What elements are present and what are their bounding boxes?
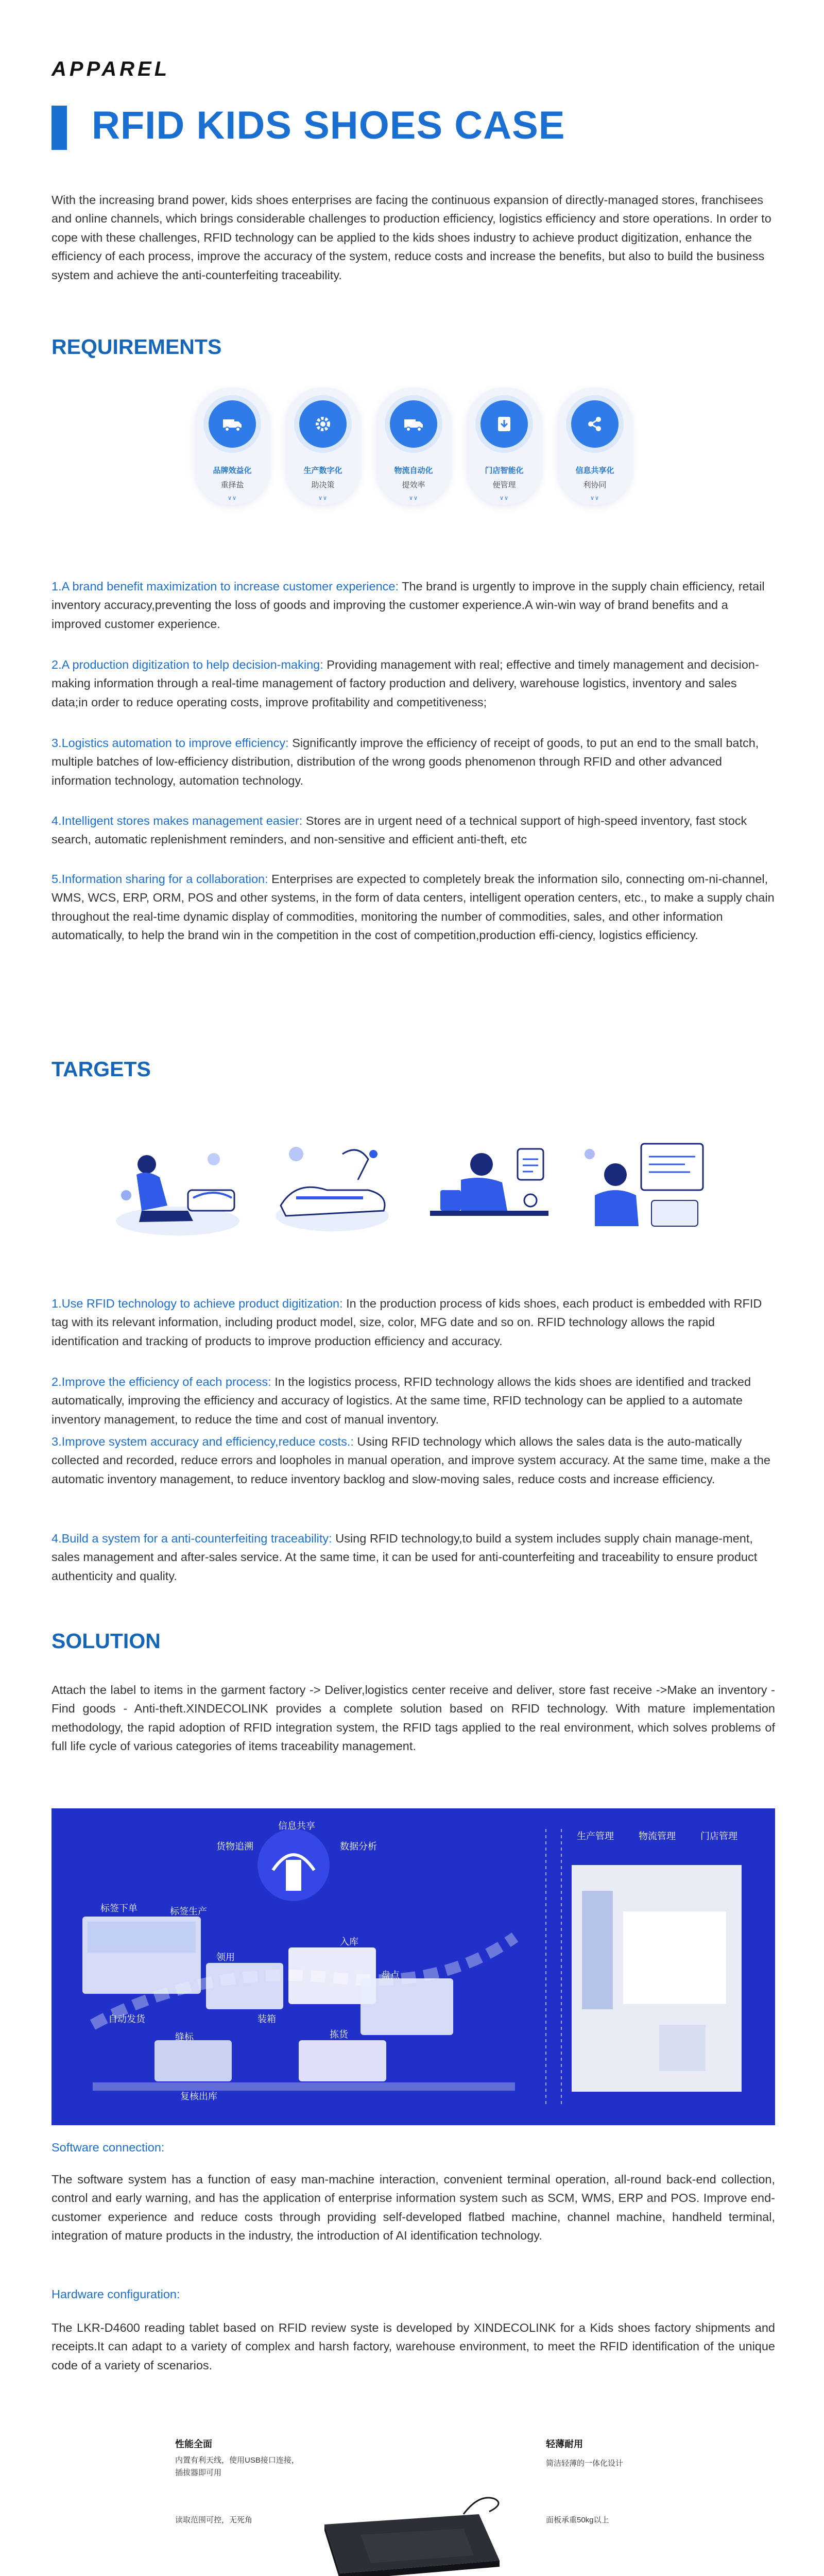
feature-note: 插拔器即可用: [175, 2468, 222, 2477]
requirement-item: [52, 655, 775, 711]
requirement-lead: 2.A production digitization to help decision-making:: [52, 658, 323, 671]
flow-label: 自动发货: [108, 2014, 145, 2024]
targets-illustrations: [111, 1133, 713, 1242]
chevron-down-icon: ∨∨: [590, 495, 600, 501]
requirement-text: Stores are in urgent need of a technical support of high-speed inventory, fast stock search, automatic replenishment reminders, and non-sensitive and efficient anti-theft, etc: [52, 814, 747, 846]
requirement-title: 信息共享化: [575, 466, 614, 475]
feature-heading-left: 性能全面: [175, 2439, 212, 2449]
worker-illustration: [111, 1133, 245, 1242]
requirement-subtitle: 重择盐: [220, 481, 244, 489]
target-text: In the production process of kids shoes, each product is embedded with RFID tag with its relevant information, including product model, size, color, MFG date and so on. RFID technology allows the rapid identification and tracking of products to improve production efficiency and accuracy.: [52, 1297, 762, 1348]
shoe-illustration: [265, 1133, 399, 1242]
flow-label: 盘点: [381, 1970, 400, 1980]
target-lead: 2.Improve the efficiency of each process:: [52, 1375, 271, 1388]
requirement-item: [52, 734, 775, 790]
software-label: Software connection:: [52, 2141, 165, 2154]
requirement-card: [557, 387, 632, 505]
requirement-item: [52, 811, 775, 849]
target-text: Using RFID technology which allows the sales data is the auto-matically collected and recorded, reduce errors and loopholes in manual operation, and improve system accuracy. At the same time, make a the automatic inventory management, to reduce inventory backlog and slow-moving sales, reduce costs and increase efficiency.: [52, 1435, 770, 1486]
flow-label: 门店管理: [700, 1831, 737, 1841]
requirement-text: Providing management with real; effective and timely management and decision-making information through a real-time management of factory production and delivery, warehouse logistics, inventory and sales data;in order to reduce operating costs, improve profitability and competitiveness;: [52, 658, 759, 709]
flow-label: 拣货: [330, 2029, 348, 2040]
requirement-lead: 5.Information sharing for a collaboration:: [52, 872, 268, 886]
requirement-lead: 1.A brand benefit maximization to increase customer experience:: [52, 580, 399, 593]
title-accent-bar: [52, 106, 67, 150]
feature-note: 内置有利天线，使用USB接口连接，: [175, 2456, 299, 2465]
requirement-text: Significantly improve the efficiency of receipt of goods, to put an end to the small batch, multiple batches of low-efficiency distribution, distribution of the wrong goods phenomenon through RFID and other advanced information technology, automation technology.: [52, 736, 759, 787]
product-feature-panel: [175, 2437, 654, 2576]
flow-label: 生产管理: [577, 1831, 614, 1841]
feature-note: 面板承重50kg以上: [546, 2516, 609, 2524]
requirements-heading: REQUIREMENTS: [52, 335, 222, 359]
requirement-card: [376, 387, 451, 505]
target-item: [52, 1372, 775, 1429]
reading-tablet-image: [309, 2483, 510, 2576]
flow-diagram-graphic: [52, 1808, 775, 2125]
target-lead: 3.Improve system accuracy and efficiency,reduce costs.:: [52, 1435, 354, 1448]
solution-heading: SOLUTION: [52, 1629, 161, 1653]
requirement-subtitle: 助决策: [311, 481, 335, 489]
gear-icon: [299, 400, 347, 448]
requirement-item: [52, 870, 775, 945]
requirement-title: 生产数字化: [303, 466, 342, 475]
share-icon: [571, 400, 619, 448]
chevron-down-icon: ∨∨: [318, 495, 328, 501]
requirement-text: Enterprises are expected to completely break the information silo, connecting om-ni-channel, WMS, WCS, ERP, ORM, POS and other systems, in the form of data centers, intelligent operation centers, etc., to make a supply chain throughout the real-time dynamic display of commodities, monitoring the number of commodities, sales, and other information automatically, to help the brand win in the competition in the cost of competition,production effi-ciency, logistics efficiency.: [52, 872, 775, 942]
requirement-title: 门店智能化: [485, 466, 524, 475]
chevron-down-icon: ∨∨: [408, 495, 419, 501]
target-item: [52, 1432, 775, 1488]
flow-label: 标签生产: [170, 1906, 207, 1917]
feature-note: 简洁轻薄的一体化设计: [546, 2459, 624, 2468]
download-icon: [480, 400, 528, 448]
support-illustration: [574, 1133, 713, 1242]
target-lead: 1.Use RFID technology to achieve product digitization:: [52, 1297, 343, 1310]
requirement-cards: [195, 387, 632, 506]
flow-label: 数据分析: [340, 1841, 377, 1852]
requirement-title: 品牌效益化: [213, 466, 252, 475]
chevron-down-icon: ∨∨: [227, 495, 237, 501]
requirement-subtitle: 提效率: [402, 481, 425, 489]
targets-heading: TARGETS: [52, 1057, 151, 1081]
flow-label: 复核出库: [180, 2091, 217, 2102]
target-item: [52, 1294, 775, 1350]
feature-heading-right: 轻薄耐用: [546, 2439, 583, 2449]
requirement-lead: 3.Logistics automation to improve efficiency:: [52, 736, 289, 750]
page-title: RFID KIDS SHOES CASE: [92, 104, 565, 147]
solution-intro: Attach the label to items in the garment factory -> Deliver,logistics center receive and deliver, store fast receive ->Make an inventory - Find goods - Anti-theft.XINDECOLINK provides a complete solution based on RFID technology. With mature implementation methodology, the rapid adoption of RFID integration system, the RFID tags applied to the real environment, which solves problems of full life cycle of various categories of items traceability management.: [52, 1683, 775, 1753]
flow-label: 信息共享: [278, 1821, 315, 1831]
intro-paragraph: With the increasing brand power, kids shoes enterprises are facing the continuous expansion of directly-managed stores, franchisees and online channels, which brings considerable challenges to production efficiency, logistics efficiency and store operations. In order to cope with these challenges, RFID technology can be applied to the kids shoes industry to achieve product digitization, enhance the efficiency of each process, improve the accuracy of the system, reduce costs and increase the benefits, but also to build the business system and achieve the anti-counterfeiting traceability.: [52, 193, 771, 282]
flow-label: 入库: [340, 1937, 358, 1947]
flow-label: 货物追溯: [216, 1841, 253, 1852]
requirement-subtitle: 利协同: [583, 481, 607, 489]
flow-label: 装箱: [258, 2014, 276, 2024]
target-lead: 4.Build a system for a anti-counterfeiting traceability:: [52, 1532, 332, 1545]
requirement-lead: 4.Intelligent stores makes management easier:: [52, 814, 303, 827]
software-text: The software system has a function of easy man-machine interaction, convenient terminal operation, all-round back-end collection, control and early warning, and has the application of enterprise information system such as SCM, WMS, ERP and POS. Improve end-customer experience and reduce costs through providing self-developed flatbed machine, channel machine, handheld terminal, integration of mature products in the industry, the introduction of AI identification technology.: [52, 2173, 775, 2243]
truck-icon: [209, 400, 256, 448]
requirement-card: [195, 387, 270, 505]
target-text: Using RFID technology,to build a system includes supply chain manage-ment, sales management and after-sales service. At the same time, it can be used for anti-counterfeiting and traceability to ensure product authenticity and quality.: [52, 1532, 758, 1583]
engineer-illustration: [420, 1133, 559, 1242]
chevron-down-icon: ∨∨: [499, 495, 509, 501]
flow-label: 标签下单: [100, 1903, 138, 1913]
feature-note: 读取范围可控，无死角: [175, 2516, 253, 2524]
requirement-card: [285, 387, 360, 505]
hardware-label: Hardware configuration:: [52, 2287, 180, 2301]
truck-icon: [390, 400, 437, 448]
requirement-item: [52, 577, 775, 633]
flow-label: 缝标: [175, 2032, 194, 2042]
requirement-subtitle: 便管理: [492, 481, 516, 489]
hardware-text: The LKR-D4600 reading tablet based on RFID review syste is developed by XINDECOLINK for a Kids shoes factory shipments and receipts.It can adapt to a variety of complex and harsh factory, warehouse environment, to meet the RFID identification of the unique code of a variety of scenarios.: [52, 2321, 775, 2372]
target-item: [52, 1529, 775, 1585]
target-text: In the logistics process, RFID technology allows the kids shoes are identified and tracked automatically, improving the efficiency and accuracy of logistics. At the same time, RFID technology can be applied to a automate inventory management, to reduce the time and cost of manual inventory.: [52, 1375, 751, 1426]
requirement-title: 物流自动化: [394, 466, 433, 475]
category-eyebrow: APPAREL: [52, 58, 170, 80]
requirement-card: [467, 387, 542, 505]
flow-label: 领用: [216, 1952, 235, 1962]
flow-label: 物流管理: [639, 1831, 676, 1841]
solution-flow-diagram: [52, 1808, 775, 2125]
requirement-text: The brand is urgently to improve in the supply chain efficiency, retail inventory accuracy,preventing the loss of goods and improving the customer experience.A win-win way of brand benefits and a improved customer experience.: [52, 580, 765, 631]
